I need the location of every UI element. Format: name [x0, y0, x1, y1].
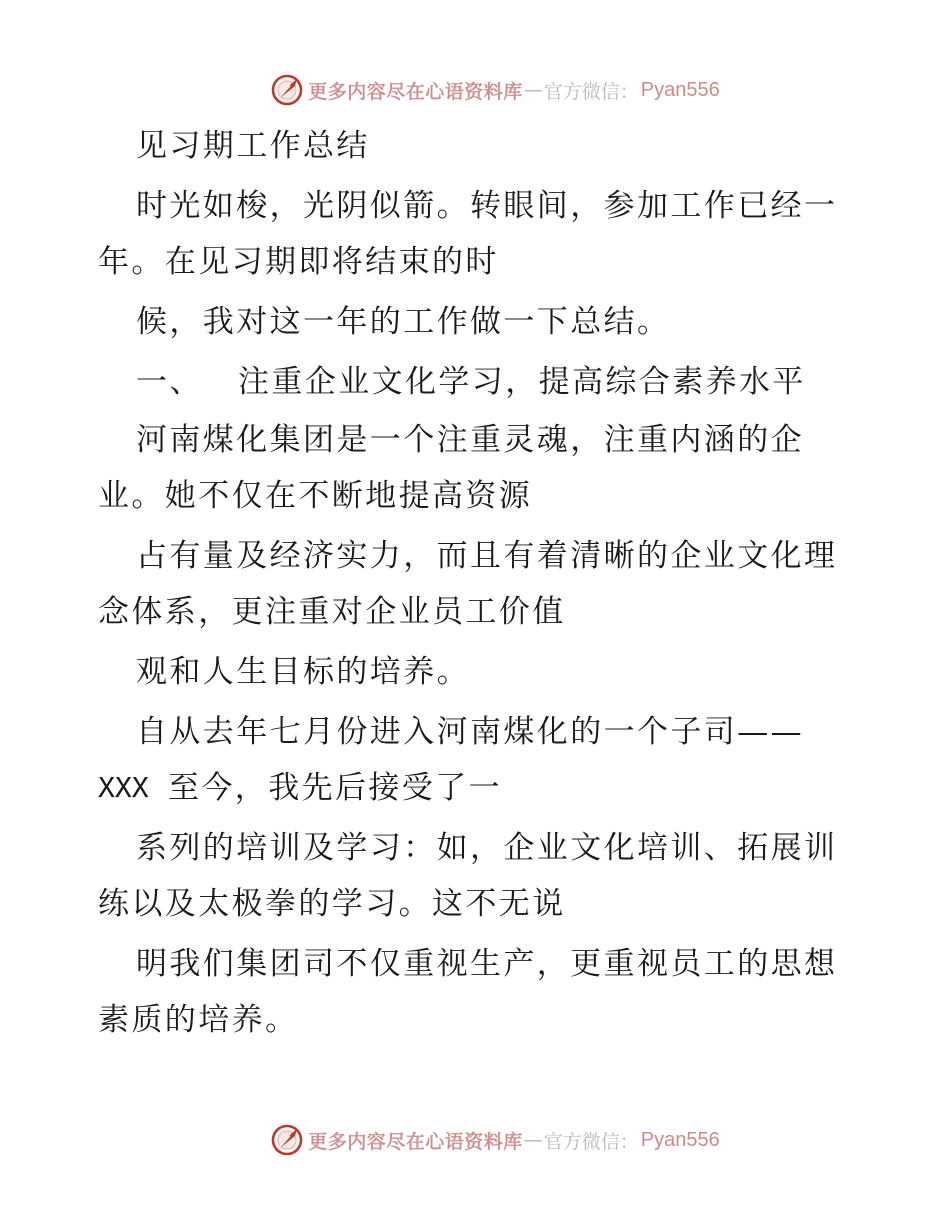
company-placeholder: XXX [98, 771, 149, 804]
paragraph-line: 河南煤化集团是一个注重灵魂，注重内涵的企 [136, 422, 804, 458]
watermark-wechat-label: 官方微信： [543, 1130, 639, 1153]
document-title: 见习期工作总结 [136, 128, 370, 164]
watermark-wechat-label: 官方微信： [543, 80, 639, 103]
quill-logo-icon [270, 73, 304, 107]
watermark-text: 更多内容尽在心语资料库 [308, 1130, 523, 1153]
watermark-wechat-id: Pyan556 [640, 78, 720, 101]
paragraph-line: 至今，我先后接受了一 [168, 770, 502, 806]
watermark-group [270, 73, 720, 107]
header-watermark [0, 68, 950, 112]
paragraph-line: 系列的培训及学习：如，企业文化培训、拓展训 [136, 830, 838, 866]
paragraph-line: 观和人生目标的培养。 [136, 654, 470, 690]
footer-watermark [0, 1118, 950, 1162]
paragraph-line: 念体系，更注重对企业员工价值 [98, 594, 566, 630]
paragraph-line: 占有量及经济实力，而且有着清晰的企业文化理 [136, 538, 838, 574]
watermark-text: 更多内容尽在心语资料库 [308, 80, 523, 103]
paragraph-line: 年。在见习期即将结束的时 [98, 244, 499, 280]
paragraph-line: 练以及太极拳的学习。这不无说 [98, 886, 566, 922]
paragraph-line: 明我们集团司不仅重视生产，更重视员工的思想 [136, 946, 838, 982]
paragraph-line: 自从去年七月份进入河南煤化的一个子司—— [136, 714, 804, 750]
watermark-separator: — [523, 1129, 543, 1151]
section-heading: 注重企业文化学习，提高综合素养水平 [238, 364, 806, 400]
paragraph-line: 时光如梭，光阴似箭。转眼间，参加工作已经一 [136, 188, 838, 224]
watermark-separator: — [523, 79, 543, 101]
paragraph-line: 素质的培养。 [98, 1002, 299, 1038]
watermark-wechat-id: Pyan556 [640, 1128, 720, 1151]
paragraph-line: 候，我对这一年的工作做一下总结。 [136, 304, 671, 340]
section-number: 一、 [136, 364, 203, 400]
quill-logo-icon [270, 1123, 304, 1157]
paragraph-line: 业。她不仅在不断地提高资源 [98, 478, 533, 514]
watermark-group [270, 1123, 720, 1157]
